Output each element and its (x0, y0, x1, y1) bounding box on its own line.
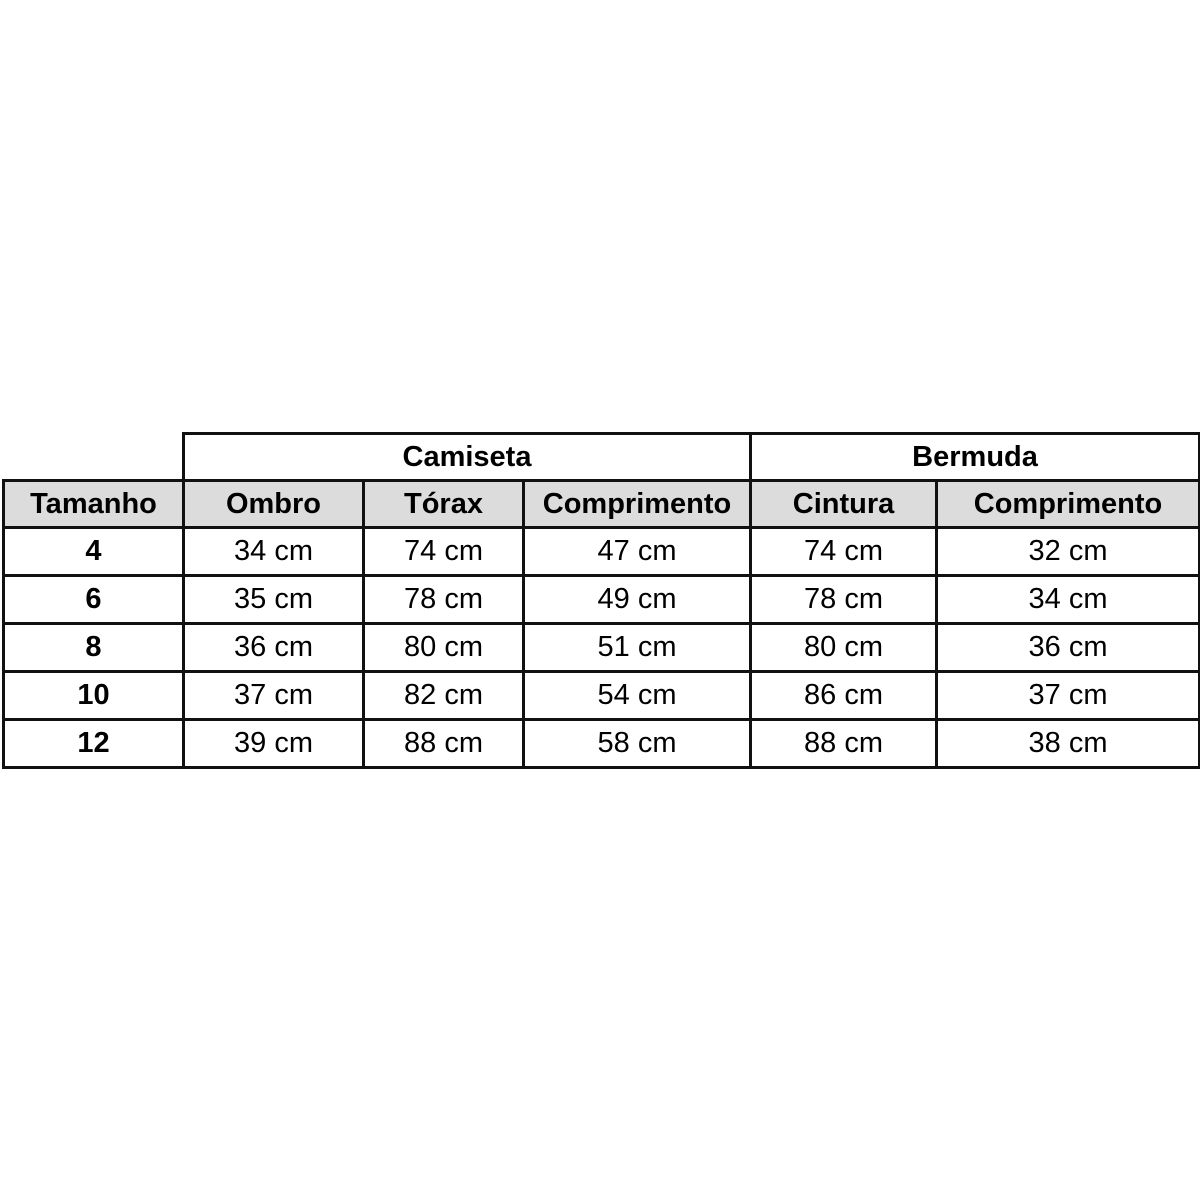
table-row (4, 624, 1200, 672)
comprimento-camiseta-cell: 51 cm (524, 624, 751, 672)
ombro-cell: 39 cm (184, 720, 364, 768)
column-header-torax: Tórax (364, 481, 524, 528)
cintura-cell: 80 cm (751, 624, 937, 672)
group-header-bermuda: Bermuda (751, 434, 1200, 481)
comprimento-bermuda-cell: 37 cm (937, 672, 1200, 720)
comprimento-camiseta-cell: 58 cm (524, 720, 751, 768)
column-header-cintura: Cintura (751, 481, 937, 528)
torax-cell: 78 cm (364, 576, 524, 624)
comprimento-camiseta-cell: 54 cm (524, 672, 751, 720)
group-header-row (4, 434, 1200, 481)
size-cell: 10 (4, 672, 184, 720)
cintura-cell: 86 cm (751, 672, 937, 720)
comprimento-bermuda-cell: 36 cm (937, 624, 1200, 672)
corner-blank-cell (4, 434, 184, 481)
table-row (4, 576, 1200, 624)
cintura-cell: 88 cm (751, 720, 937, 768)
size-cell: 8 (4, 624, 184, 672)
torax-cell: 88 cm (364, 720, 524, 768)
column-header-tamanho: Tamanho (4, 481, 184, 528)
comprimento-camiseta-cell: 47 cm (524, 528, 751, 576)
column-header-comprimento-camiseta: Comprimento (524, 481, 751, 528)
ombro-cell: 36 cm (184, 624, 364, 672)
size-cell: 12 (4, 720, 184, 768)
comprimento-camiseta-cell: 49 cm (524, 576, 751, 624)
table-row (4, 720, 1200, 768)
cintura-cell: 78 cm (751, 576, 937, 624)
size-cell: 6 (4, 576, 184, 624)
column-header-comprimento-bermuda: Comprimento (937, 481, 1200, 528)
column-header-row (4, 481, 1200, 528)
comprimento-bermuda-cell: 38 cm (937, 720, 1200, 768)
size-chart-table (2, 432, 1200, 769)
cintura-cell: 74 cm (751, 528, 937, 576)
ombro-cell: 34 cm (184, 528, 364, 576)
table-row (4, 528, 1200, 576)
table-row (4, 672, 1200, 720)
column-header-ombro: Ombro (184, 481, 364, 528)
group-header-camiseta: Camiseta (184, 434, 751, 481)
size-cell: 4 (4, 528, 184, 576)
torax-cell: 82 cm (364, 672, 524, 720)
torax-cell: 80 cm (364, 624, 524, 672)
torax-cell: 74 cm (364, 528, 524, 576)
ombro-cell: 37 cm (184, 672, 364, 720)
ombro-cell: 35 cm (184, 576, 364, 624)
comprimento-bermuda-cell: 34 cm (937, 576, 1200, 624)
comprimento-bermuda-cell: 32 cm (937, 528, 1200, 576)
